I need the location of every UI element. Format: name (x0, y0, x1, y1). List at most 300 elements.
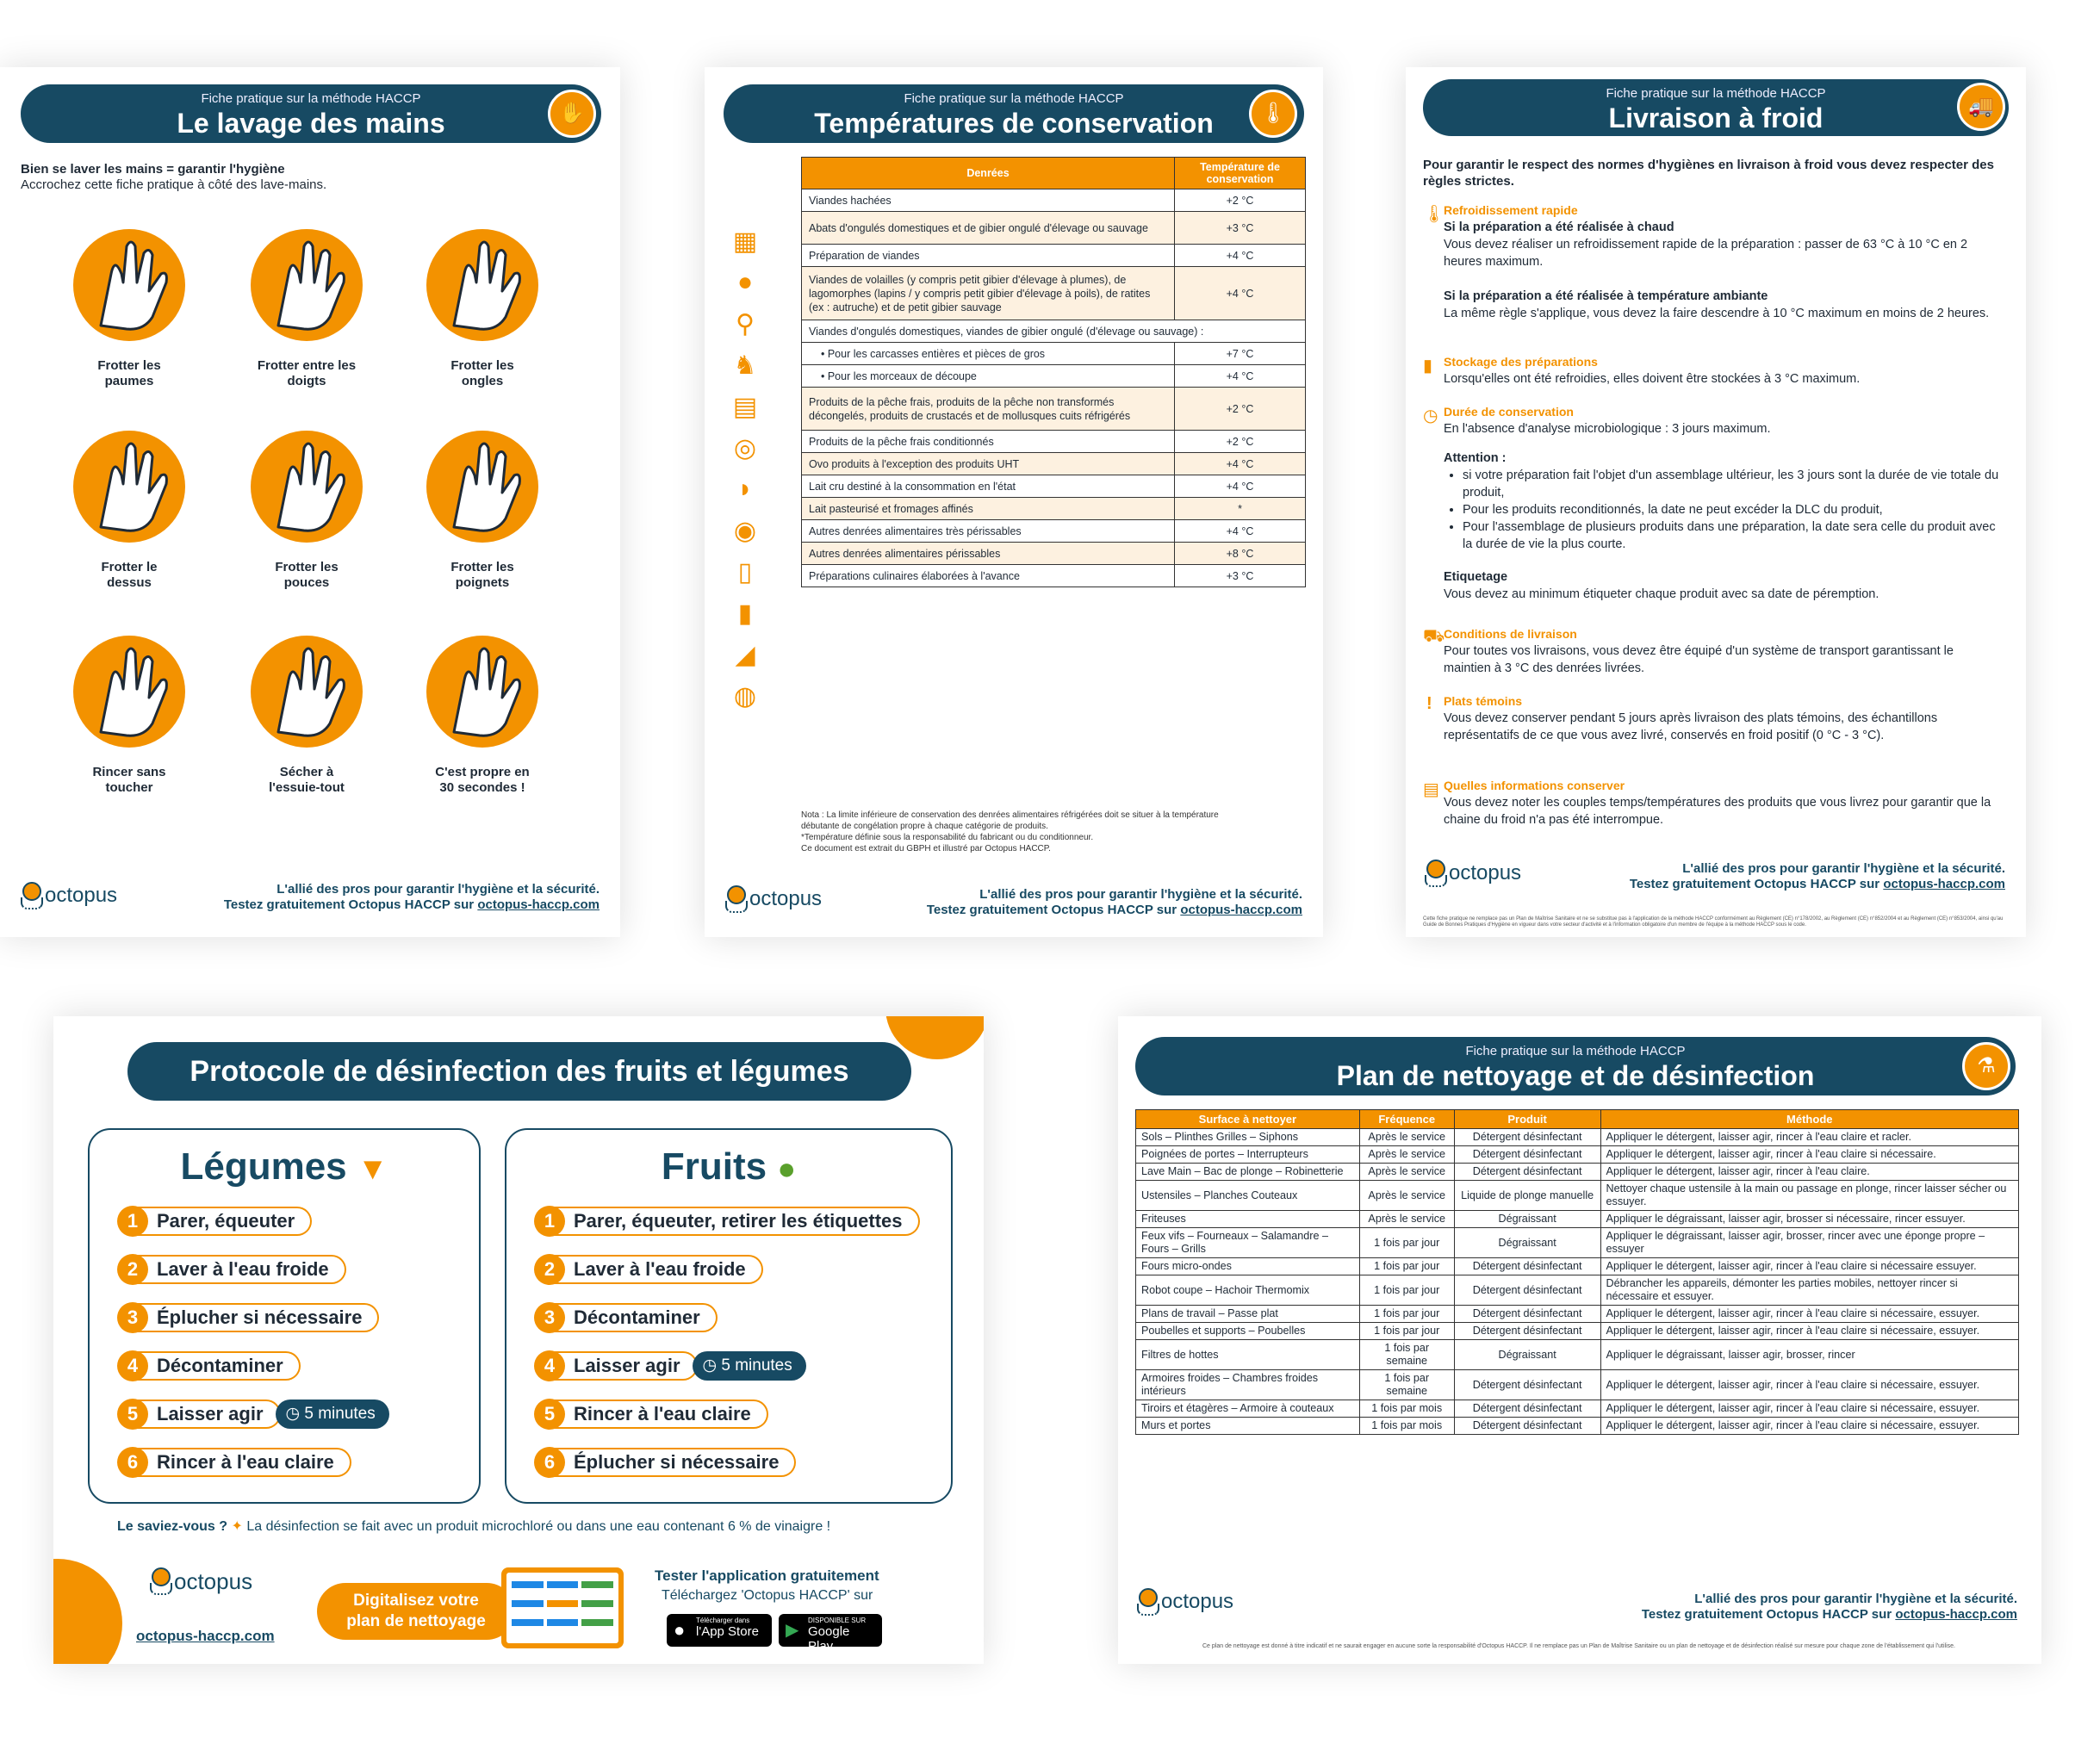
website-link[interactable]: octopus-haccp.com (136, 1628, 275, 1644)
skewer-icon: ⚲ (736, 310, 755, 338)
note-line: Nota : La limite inférieure de conservation des denrées alimentaires réfrigérées doit se situer à la température (801, 810, 1219, 820)
surface-cell: Poubelles et supports – Poubelles (1136, 1323, 1360, 1340)
section-title: Refroidissement rapide (1444, 203, 1578, 217)
step-number: 4 (534, 1350, 565, 1381)
step-text: Rincer à l'eau claire (553, 1400, 768, 1429)
surface-cell: Filtres de hottes (1136, 1340, 1360, 1370)
product-cell: Détergent désinfectant (1454, 1258, 1600, 1275)
temp-cell: +4 °C (1175, 245, 1306, 267)
surface-cell: Tiroirs et étagères – Armoire à couteaux (1136, 1400, 1360, 1418)
section-storage (1444, 353, 2004, 388)
section-sample-dishes (1444, 692, 2004, 744)
surface-cell: Robot coupe – Hachoir Thermomix (1136, 1275, 1360, 1306)
section-text: En l'absence d'analyse microbiologique : 3 jours maximum. (1444, 422, 1771, 436)
appstore-small: Télécharger dans (696, 1617, 750, 1624)
fruit-veg-sheet (53, 1016, 984, 1664)
attention-item: • Pour les produits reconditionnés, la date ne peut excéder la DLC du produit, (1463, 501, 2004, 518)
temp-cell: +7 °C (1175, 343, 1306, 365)
hand-step (422, 431, 543, 591)
hand-step-label: Rincer sans toucher (92, 765, 166, 795)
frequency-cell: 1 fois par jour (1359, 1306, 1454, 1323)
step-number: 5 (534, 1399, 565, 1430)
section-duration (1444, 403, 2004, 603)
octopus-logo (1423, 860, 1521, 887)
case-hot-text: Vous devez réaliser un refroidissement rapide de la préparation : passer de 63 °C à 10 °C en 2 heures maximum. (1444, 238, 1968, 269)
sheet-subtitle: Fiche pratique sur la méthode HACCP (1606, 86, 1826, 101)
product-cell: Détergent désinfectant (1454, 1400, 1600, 1418)
temp-cell: +4 °C (1175, 475, 1306, 498)
note-line: débutante de congélation propre à chaque catégorie de produits. (801, 822, 1048, 831)
step-number: 1 (117, 1206, 148, 1237)
liver-icon: ● (736, 268, 754, 296)
step-text: Rincer à l'eau claire (136, 1448, 351, 1477)
fridge-icon: ▮ (1423, 357, 1433, 375)
table-row (802, 189, 1306, 212)
lightbulb-icon: ✦ (231, 1519, 243, 1534)
frequency-cell: 1 fois par mois (1359, 1400, 1454, 1418)
hand-step (246, 229, 367, 389)
logo-text: octopus (1449, 861, 1522, 884)
case-hot-title: Si la préparation a été réalisée à chaud (1444, 220, 1674, 234)
step-number: 3 (117, 1302, 148, 1333)
table-row (1136, 1275, 2019, 1306)
surface-cell: Ustensiles – Planches Couteaux (1136, 1181, 1360, 1211)
surface-cell: Lave Main – Bac de plonge – Robinetterie (1136, 1164, 1360, 1181)
table-row (802, 498, 1306, 520)
cold-delivery-sheet (1406, 67, 2026, 937)
step-text: Décontaminer (553, 1303, 718, 1332)
google-play-icon: ▶ (786, 1621, 799, 1640)
method-cell: Appliquer le détergent, laisser agir, rincer à l'eau claire si nécessaire. (1600, 1146, 2018, 1164)
step-text: Laisser agir (136, 1400, 281, 1429)
appstore-label: l'App Store (696, 1624, 759, 1639)
food-cell: Viandes hachées (802, 189, 1175, 212)
table-row (802, 543, 1306, 565)
minced-meat-icon: ▦ (732, 227, 758, 256)
step-text: Décontaminer (136, 1351, 301, 1381)
food-cell: Abats d'ongulés domestiques et de gibier ongulé d'élevage ou sauvage (802, 212, 1175, 245)
intro-text: Accrochez cette fiche pratique à côté des lave-mains. (21, 177, 327, 192)
sheet-subtitle: Fiche pratique sur la méthode HACCP (1465, 1044, 1686, 1058)
hand-step (69, 636, 189, 796)
product-cell: Détergent désinfectant (1454, 1146, 1600, 1164)
table-row (1136, 1306, 2019, 1323)
frequency-cell: 1 fois par semaine (1359, 1340, 1454, 1370)
tablet-screen (506, 1573, 618, 1643)
section-text: Lorsqu'elles ont été refroidies, elles doivent être stockées à 3 °C maximum. (1444, 372, 1861, 386)
thermometer-icon: 🌡 (1249, 90, 1297, 138)
hand-illustration (251, 229, 363, 341)
hand-illustration (251, 636, 363, 748)
col-header: Surface à nettoyer (1136, 1110, 1360, 1129)
table-row (802, 431, 1306, 453)
octopus-icon (724, 885, 746, 913)
protocol-step (534, 1302, 718, 1333)
hand-illustration (73, 229, 185, 341)
frequency-cell: Après le service (1359, 1164, 1454, 1181)
method-cell: Appliquer le détergent, laisser agir, rincer à l'eau claire si nécessaire essuyer. (1600, 1258, 2018, 1275)
hand-step-label: Frotter le dessus (101, 560, 158, 590)
product-cell: Détergent désinfectant (1454, 1418, 1600, 1435)
octopus-logo (724, 885, 822, 913)
product-cell: Liquide de plonge manuelle (1454, 1181, 1600, 1211)
hand-step-label: C'est propre en 30 secondes ! (435, 765, 530, 795)
step-number: 6 (534, 1447, 565, 1478)
app-store-button[interactable] (667, 1614, 772, 1647)
table-row (802, 565, 1306, 587)
surface-cell: Fours micro-ondes (1136, 1258, 1360, 1275)
sheet-title: Le lavage des mains (177, 108, 445, 139)
octopus-icon (1135, 1588, 1158, 1616)
cheese-icon: ◢ (735, 641, 755, 669)
clipboard-icon: ▤ (1423, 780, 1439, 799)
surface-cell: Feux vifs – Fourneaux – Salamandre – Fours – Grills (1136, 1228, 1360, 1258)
col-header-food: Denrées (802, 158, 1175, 189)
food-cell: Ovo produits à l'exception des produits UHT (802, 453, 1175, 475)
product-cell: Dégraissant (1454, 1228, 1600, 1258)
hand-step-label: Frotter les pouces (275, 560, 339, 590)
tablet-preview (501, 1567, 624, 1648)
table-row (1136, 1340, 2019, 1370)
truck-icon: ⛟ (1423, 627, 1445, 646)
sheet-title: Livraison à froid (1608, 102, 1824, 133)
frequency-cell: Après le service (1359, 1211, 1454, 1228)
protocol-step (534, 1254, 763, 1285)
temp-cell: +8 °C (1175, 543, 1306, 565)
food-cell: Produits de la pêche frais conditionnés (802, 431, 1175, 453)
hand-step-label: Frotter les poignets (450, 560, 514, 590)
method-cell: Appliquer le détergent, laisser agir, rincer à l'eau claire si nécessaire, essuyer. (1600, 1306, 2018, 1323)
note-line: *Température définie sous la responsabilité du fabricant ou du conditionneur. (801, 833, 1094, 842)
table-row (1136, 1418, 2019, 1435)
table-row (1136, 1323, 2019, 1340)
case-ambient-text: La même règle s'applique, vous devez la faire descendre à 10 °C maximum en moins de 2 heures. (1444, 307, 1990, 320)
note-line: Ce document est extrait du GBPH et illustré par Octopus HACCP. (801, 844, 1051, 853)
app-subtitle: Téléchargez 'Octopus HACCP' sur (662, 1588, 873, 1603)
timer-badge: ◷ 5 minutes (276, 1400, 389, 1429)
col-header-temp: Température de conservation (1175, 158, 1306, 189)
hand-illustration (426, 431, 538, 543)
food-cell: Viandes de volailles (y compris petit gibier d'élevage à plumes), de lagomorphes (lapins / y compris petit gibier d'élevage à poils), de ratites (ex : autruche) et de petit gibier sauvage (802, 267, 1175, 320)
protocol-step (117, 1350, 301, 1381)
protocol-title: Protocole de désinfection des fruits et légumes (127, 1042, 911, 1101)
table-row (1136, 1146, 2019, 1164)
egg-icon: ▯ (737, 558, 753, 587)
protocol-step (117, 1302, 379, 1333)
logo-text: octopus (45, 884, 118, 907)
product-cell: Détergent désinfectant (1454, 1370, 1600, 1400)
octopus-logo (19, 882, 117, 909)
table-row (1136, 1258, 2019, 1275)
chicken-icon: ♞ (733, 351, 757, 380)
sheet-title: Plan de nettoyage et de désinfection (1336, 1060, 1815, 1091)
step-number: 2 (534, 1254, 565, 1285)
table-row (802, 320, 1306, 343)
sheet-header (21, 84, 601, 143)
corner-decoration (53, 1559, 122, 1664)
table-row (1136, 1400, 2019, 1418)
surface-cell: Murs et portes (1136, 1418, 1360, 1435)
method-cell: Appliquer le détergent, laisser agir, rincer à l'eau claire si nécessaire, essuyer. (1600, 1323, 2018, 1340)
step-number: 5 (117, 1399, 148, 1430)
sheet-header (724, 84, 1304, 143)
temp-cell: +4 °C (1175, 453, 1306, 475)
product-cell: Détergent désinfectant (1454, 1129, 1600, 1146)
legal-disclaimer: Cette fiche pratique ne remplace pas un Plan de Maîtrise Sanitaire et ne se substitue pas à l'application de la méthode HACCP conformément au Règlement (CE) n°178/2002, au Règlement (CE) n°852/2004 et au Règlement (CE) n°853/2004, ainsi qu'au Guide de Bonnes Pratiques d'Hygiène en vigueur dans votre secteur d'activité et à l'information obligatoire d'un membre de l'équipe à la méthode HACCP sous le code. (1423, 916, 2004, 928)
cleaning-plan-sheet (1118, 1016, 2041, 1664)
step-text: Parer, équeuter (136, 1207, 312, 1236)
temperature-sheet (705, 67, 1323, 937)
step-number: 1 (534, 1206, 565, 1237)
sheet-subtitle: Fiche pratique sur la méthode HACCP (904, 91, 1124, 106)
frequency-cell: Après le service (1359, 1181, 1454, 1211)
surface-cell: Plans de travail – Passe plat (1136, 1306, 1360, 1323)
section-title: Quelles informations conserver (1444, 779, 1625, 792)
method-cell: Appliquer le détergent, laisser agir, rincer à l'eau claire si nécessaire, essuyer. (1600, 1370, 2018, 1400)
hand-washing-sheet (0, 67, 620, 937)
food-cell: • Pour les morceaux de découpe (802, 365, 1175, 388)
section-title: Stockage des préparations (1444, 355, 1598, 369)
legal-disclaimer: Ce plan de nettoyage est donné à titre indicatif et ne saurait engager en aucune sorte la responsabilité d'Octopus HACCP. Il ne remplace pas un Plan de Maîtrise Sanitaire ou un plan de nettoyage et de désinfection réalisé sur mesure pour chaque zone de l'établissement qui l'utilise. (1202, 1643, 1955, 1649)
surface-cell: Armoires froides – Chambres froides intérieurs (1136, 1370, 1360, 1400)
website-link[interactable]: octopus-haccp.com (1180, 903, 1302, 917)
steak-icon: ◎ (733, 434, 757, 462)
product-cell: Détergent désinfectant (1454, 1306, 1600, 1323)
test-text: Testez gratuitement Octopus HACCP sur (1641, 1607, 1896, 1622)
frequency-cell: 1 fois par semaine (1359, 1370, 1454, 1400)
hand-step-label: Frotter les paumes (97, 358, 161, 388)
intro-text: Pour garantir le respect des normes d'hygiènes en livraison à froid vous devez respecter des règles strictes. (1423, 158, 1994, 189)
temp-cell: +3 °C (1175, 212, 1306, 245)
temp-cell: +2 °C (1175, 431, 1306, 453)
step-text: Laver à l'eau froide (136, 1255, 346, 1284)
octopus-logo (1135, 1588, 1233, 1616)
surface-cell: Poignées de portes – Interrupteurs (1136, 1146, 1360, 1164)
hand-illustration (426, 229, 538, 341)
step-text: Laisser agir (553, 1351, 698, 1381)
frequency-cell: Après le service (1359, 1129, 1454, 1146)
apple-icon: ● (777, 1151, 797, 1186)
gplay-label: Google Play (808, 1624, 850, 1654)
col-header: Méthode (1600, 1110, 2018, 1129)
spray-bottle-icon: ⚗ (1962, 1042, 2010, 1090)
col-header: Produit (1454, 1110, 1600, 1129)
step-number: 6 (117, 1447, 148, 1478)
tagline-text: L'allié des pros pour garantir l'hygiène et la sécurité. (276, 882, 600, 897)
bread-icon: ◍ (733, 682, 757, 711)
method-cell: Débrancher les appareils, démonter les parties mobiles, nettoyer rincer si nécessaire et essuyer. (1600, 1275, 2018, 1306)
table-row (802, 245, 1306, 267)
hand-illustration (251, 431, 363, 543)
octopus-icon (1423, 860, 1445, 887)
protocol-step (117, 1206, 312, 1237)
stopwatch-icon: ◷ (285, 1405, 305, 1423)
table-row (1136, 1129, 2019, 1146)
fruits-title: Fruits (661, 1145, 767, 1188)
attention-title: Attention : (1444, 451, 1507, 465)
sheet-header (1135, 1037, 2016, 1095)
hand-illustration (73, 636, 185, 748)
hand-step (69, 229, 189, 389)
temp-cell: +2 °C (1175, 388, 1306, 431)
attention-list (1444, 467, 2004, 553)
logo-text: octopus (174, 1567, 253, 1594)
hand-step (422, 636, 543, 796)
frequency-cell: Après le service (1359, 1146, 1454, 1164)
test-text: Testez gratuitement Octopus HACCP sur (926, 903, 1181, 917)
surface-cell: Friteuses (1136, 1211, 1360, 1228)
section-title: Durée de conservation (1444, 405, 1574, 419)
carrot-icon: ▼ (357, 1151, 388, 1186)
section-title: Plats témoins (1444, 694, 1523, 708)
food-cell: Produits de la pêche frais, produits de la pêche non transformés décongelés, produits de crustacés et de mollusques cuits réfrigérés (802, 388, 1175, 431)
hand-step-label: Frotter entre les doigts (257, 358, 357, 388)
labeling-title: Etiquetage (1444, 570, 1508, 584)
hand-step (246, 636, 367, 796)
section-text: Vous devez noter les couples temps/températures des produits que vous livrez pour garantir que la chaine du froid n'a pas été interrompue. (1444, 796, 1991, 827)
step-text: Éplucher si nécessaire (136, 1303, 379, 1332)
step-text: Éplucher si nécessaire (553, 1448, 796, 1477)
surface-cell: Sols – Plinthes Grilles – Siphons (1136, 1129, 1360, 1146)
section-records (1444, 777, 2004, 829)
thermometer-icon: 🌡 (1423, 205, 1445, 224)
cow-icon: ▤ (732, 393, 758, 421)
product-cell: Détergent désinfectant (1454, 1164, 1600, 1181)
temp-cell: +4 °C (1175, 365, 1306, 388)
method-cell: Appliquer le dégraissant, laisser agir, brosser si nécessaire, rincer essuyer. (1600, 1211, 2018, 1228)
website-link[interactable]: octopus-haccp.com (1883, 877, 2005, 891)
table-row (802, 388, 1306, 431)
milk-icon: ▮ (737, 599, 753, 628)
food-cell: Autres denrées alimentaires périssables (802, 543, 1175, 565)
attention-item: • Pour l'assemblage de plusieurs produits dans une préparation, la date sera celle du produit avec la durée de vie la plus courte. (1463, 518, 2004, 553)
method-cell: Appliquer le dégraissant, laisser agir, brosser, rincer (1600, 1340, 2018, 1370)
shrimp-icon: ◉ (733, 517, 757, 545)
hand-step-label: Sécher à l'essuie-tout (269, 765, 345, 795)
table-row (1136, 1228, 2019, 1258)
apple-icon: ● (674, 1619, 686, 1641)
logo-text: octopus (1161, 1590, 1234, 1613)
protocol-step (534, 1399, 768, 1430)
table-row (802, 475, 1306, 498)
protocol-step (117, 1254, 346, 1285)
attention-item: • si votre préparation fait l'objet d'un assemblage ultérieur, les 3 jours sont la durée de vie totale du produit, (1463, 467, 2004, 501)
food-cell: Autres denrées alimentaires très périssables (802, 520, 1175, 543)
temp-cell: * (1175, 498, 1306, 520)
gplay-small: DISPONIBLE SUR (808, 1617, 867, 1624)
google-play-button[interactable] (779, 1614, 882, 1654)
octopus-icon (19, 882, 41, 909)
table-row (1136, 1211, 2019, 1228)
temperature-table (801, 157, 1306, 587)
food-cell: Préparations culinaires élaborées à l'avance (802, 565, 1175, 587)
col-header: Fréquence (1359, 1110, 1454, 1129)
section-delivery-conditions (1444, 625, 2004, 677)
method-cell: Appliquer le détergent, laisser agir, rincer à l'eau claire si nécessaire, essuyer. (1600, 1400, 2018, 1418)
hand-step (422, 229, 543, 389)
method-cell: Appliquer le détergent, laisser agir, rincer à l'eau claire et racler. (1600, 1129, 2018, 1146)
case-ambient-title: Si la préparation a été réalisée à température ambiante (1444, 289, 1768, 303)
tagline-text: L'allié des pros pour garantir l'hygiène et la sécurité. (1682, 861, 2005, 876)
hand-wash-icon: ✋ (548, 90, 596, 138)
food-cell: Viandes d'ongulés domestiques, viandes de gibier ongulé (d'élevage ou sauvage) : (802, 320, 1306, 343)
tip-text: La désinfection se fait avec un produit microchloré ou dans une eau contenant 6 % de vinaigre ! (242, 1519, 831, 1534)
step-number: 3 (534, 1302, 565, 1333)
method-cell: Appliquer le dégraissant, laisser agir, brosser, rincer avec une éponge propre –essuyer (1600, 1228, 2018, 1258)
method-cell: Nettoyer chaque ustensile à la main ou passage en plonge, rincer laisser sécher ou essuyer. (1600, 1181, 2018, 1211)
sheet-title: Températures de conservation (814, 108, 1214, 139)
exclamation-icon: ! (1426, 694, 1432, 713)
section-cooling (1444, 202, 2004, 322)
tagline-text: L'allié des pros pour garantir l'hygiène et la sécurité. (1694, 1592, 2017, 1606)
footer-tagline (1535, 861, 2005, 892)
table-row (1136, 1181, 2019, 1211)
food-cell: Préparation de viandes (802, 245, 1175, 267)
timer-badge: ◷ 5 minutes (693, 1351, 806, 1381)
octopus-icon (148, 1567, 171, 1595)
logo-text: octopus (749, 887, 823, 910)
footer-tagline (1463, 1592, 2017, 1623)
section-title: Conditions de livraison (1444, 627, 1577, 641)
frequency-cell: 1 fois par jour (1359, 1228, 1454, 1258)
footer-tagline (129, 882, 600, 913)
labeling-text: Vous devez au minimum étiqueter chaque produit avec sa date de péremption. (1444, 587, 1879, 601)
temp-cell: +3 °C (1175, 565, 1306, 587)
product-cell: Dégraissant (1454, 1340, 1600, 1370)
table-row (802, 212, 1306, 245)
octopus-logo (148, 1567, 252, 1595)
table-row (802, 343, 1306, 365)
food-cell: Lait cru destiné à la consommation en l'état (802, 475, 1175, 498)
temp-cell: +2 °C (1175, 189, 1306, 212)
section-text: Vous devez conserver pendant 5 jours après livraison des plats témoins, des échantillons représentatifs de ce que vous avez livré, conservés en froid positif (0 °C - 3 °C). (1444, 711, 1938, 742)
protocol-step (534, 1206, 920, 1237)
test-text: Testez gratuitement Octopus HACCP sur (1629, 877, 1884, 891)
delivery-truck-icon: 🚚 (1957, 83, 2005, 131)
hand-illustration (426, 636, 538, 748)
protocol-step (534, 1350, 806, 1381)
frequency-cell: 1 fois par jour (1359, 1323, 1454, 1340)
product-cell: Détergent désinfectant (1454, 1275, 1600, 1306)
method-cell: Appliquer le détergent, laisser agir, rincer à l'eau claire si nécessaire, essuyer. (1600, 1418, 2018, 1435)
hand-step (246, 431, 367, 591)
stopwatch-icon: ◷ (702, 1356, 722, 1375)
tip (117, 1517, 830, 1535)
app-title: Tester l'application gratuitement (655, 1567, 879, 1584)
food-cell: • Pour les carcasses entières et pièces de gros (802, 343, 1175, 365)
table-row (802, 267, 1306, 320)
table-row (802, 520, 1306, 543)
step-number: 2 (117, 1254, 148, 1285)
frequency-cell: 1 fois par jour (1359, 1258, 1454, 1275)
product-cell: Dégraissant (1454, 1211, 1600, 1228)
hand-step (69, 431, 189, 591)
clock-icon: ◷ (1423, 407, 1438, 425)
digitalize-cta[interactable]: Digitalisez votre plan de nettoyage (317, 1583, 515, 1640)
step-text: Laver à l'eau froide (553, 1255, 763, 1284)
frequency-cell: 1 fois par jour (1359, 1275, 1454, 1306)
website-link[interactable]: octopus-haccp.com (477, 897, 600, 912)
hand-illustration (73, 431, 185, 543)
table-row (802, 453, 1306, 475)
hand-step-label: Frotter les ongles (450, 358, 514, 388)
frequency-cell: 1 fois par mois (1359, 1418, 1454, 1435)
food-icons-column (724, 227, 767, 723)
website-link[interactable]: octopus-haccp.com (1895, 1607, 2017, 1622)
intro-bold: Bien se laver les mains = garantir l'hygiène (21, 162, 285, 177)
table-row (1136, 1370, 2019, 1400)
tagline-text: L'allié des pros pour garantir l'hygiène et la sécurité. (979, 887, 1302, 902)
